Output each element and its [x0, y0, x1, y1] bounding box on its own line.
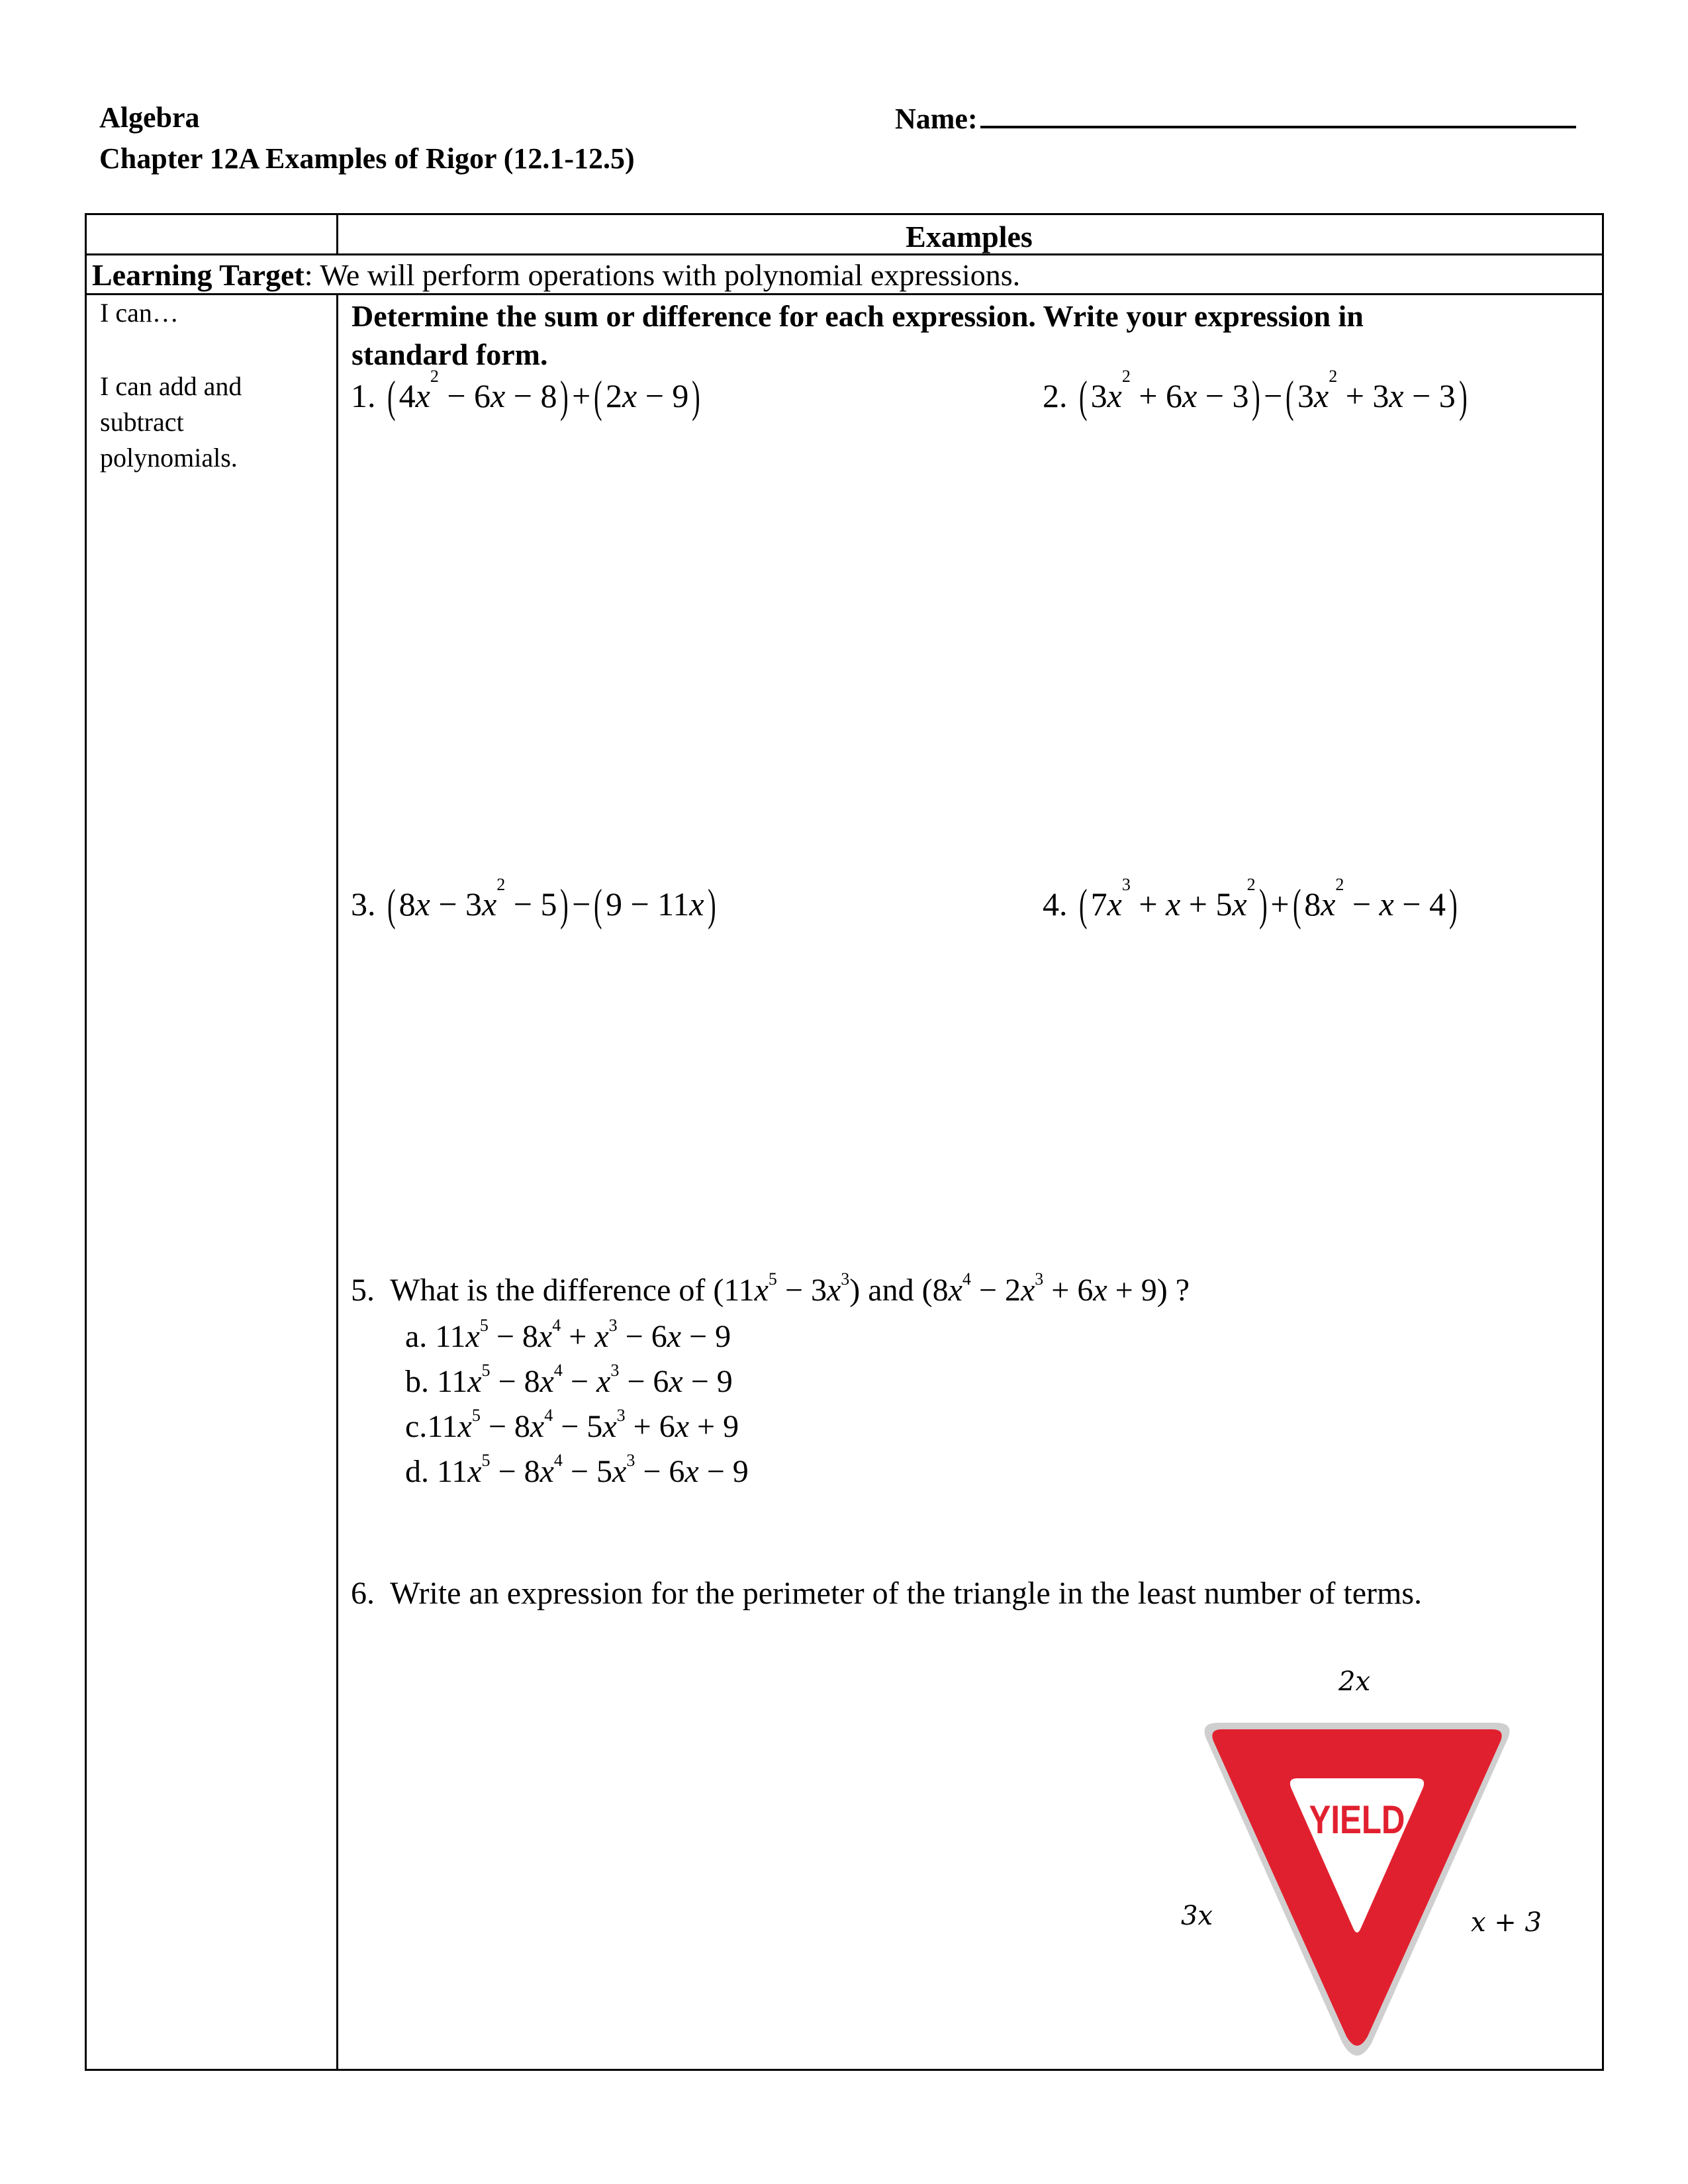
problem-number: 6.: [351, 1576, 375, 1611]
yield-text: YIELD: [1309, 1797, 1405, 1843]
column-header-examples: Examples: [906, 220, 1033, 253]
choice-letter: d.: [405, 1454, 429, 1489]
divider: [87, 293, 1602, 295]
course-title: Algebra: [99, 101, 200, 134]
choice-letter: b.: [405, 1364, 429, 1399]
i-can-label: I can…: [100, 298, 179, 328]
problem-number: 4.: [1043, 886, 1068, 923]
i-can-statement: I can add and subtract polynomials.: [100, 371, 242, 473]
problem-3: 3. ( $8x - 3x^2 - 5$) −( 9 − 11x): [351, 875, 716, 930]
learning-target: [92, 257, 1020, 293]
choice-letter: c.: [405, 1409, 428, 1444]
name-label: Name:: [895, 103, 978, 135]
instructions: Determine the sum or difference for each expression. Write your expression in standard form.: [352, 299, 1364, 371]
choice-a[interactable]: a. $11x^5 - 8x^4 + x^3 - 6x - 9$: [405, 1316, 731, 1354]
learning-target-label: Learning Target: [92, 258, 305, 292]
problem-6-text: Write an expression for the perimeter of the triangle in the least number of terms.: [390, 1576, 1422, 1611]
yield-sign-icon: [1198, 1717, 1516, 2062]
divider: [336, 293, 338, 2069]
problem-5-text: What is the difference of: [390, 1273, 706, 1308]
chapter-title: Chapter 12A Examples of Rigor (12.1-12.5): [99, 142, 635, 175]
triangle-left-label: 3x: [1181, 1901, 1213, 1931]
problem-number: 2.: [1043, 377, 1068, 414]
choice-c[interactable]: $c.11x^5 - 8x^4 - 5x^3 + 6x + 9$: [405, 1406, 739, 1444]
problem-4: 4. ( $7x^3 + x + 5x^2$) +( $8x^2 - x - 4$): [1043, 875, 1458, 930]
problem-6: [351, 1575, 1422, 1612]
triangle-right-label: x + 3: [1471, 1907, 1542, 1938]
name-field[interactable]: [895, 101, 1576, 136]
problem-5: 5. What is the difference of $(11x^5 - 3x^3)$ and $(8x^4 - 2x^3 + 6x + 9)$ ?: [351, 1269, 1190, 1308]
choice-letter: a.: [405, 1319, 428, 1354]
learning-target-text: : We will perform operations with polynomial expressions.: [304, 258, 1021, 292]
name-blank-line[interactable]: [980, 101, 1576, 128]
problem-5-and: and: [868, 1273, 914, 1308]
problem-number: 3.: [351, 886, 376, 923]
choice-d[interactable]: d. $11x^5 - 8x^4 - 5x^3 - 6x - 9$: [405, 1451, 749, 1489]
choice-b[interactable]: b. $11x^5 - 8x^4 - x^3 - 6x - 9$: [405, 1361, 733, 1399]
problem-number: 1.: [351, 377, 376, 414]
problem-1: 1. ( $4x^2 - 6x - 8$) +( 2x − 9): [351, 367, 700, 422]
problem-2: 2. ( $3x^2 + 6x - 3$) −( $3x^2 + 3x - 3$): [1043, 367, 1468, 422]
triangle-top-label: 2x: [1338, 1666, 1371, 1697]
problem-number: 5.: [351, 1273, 375, 1308]
